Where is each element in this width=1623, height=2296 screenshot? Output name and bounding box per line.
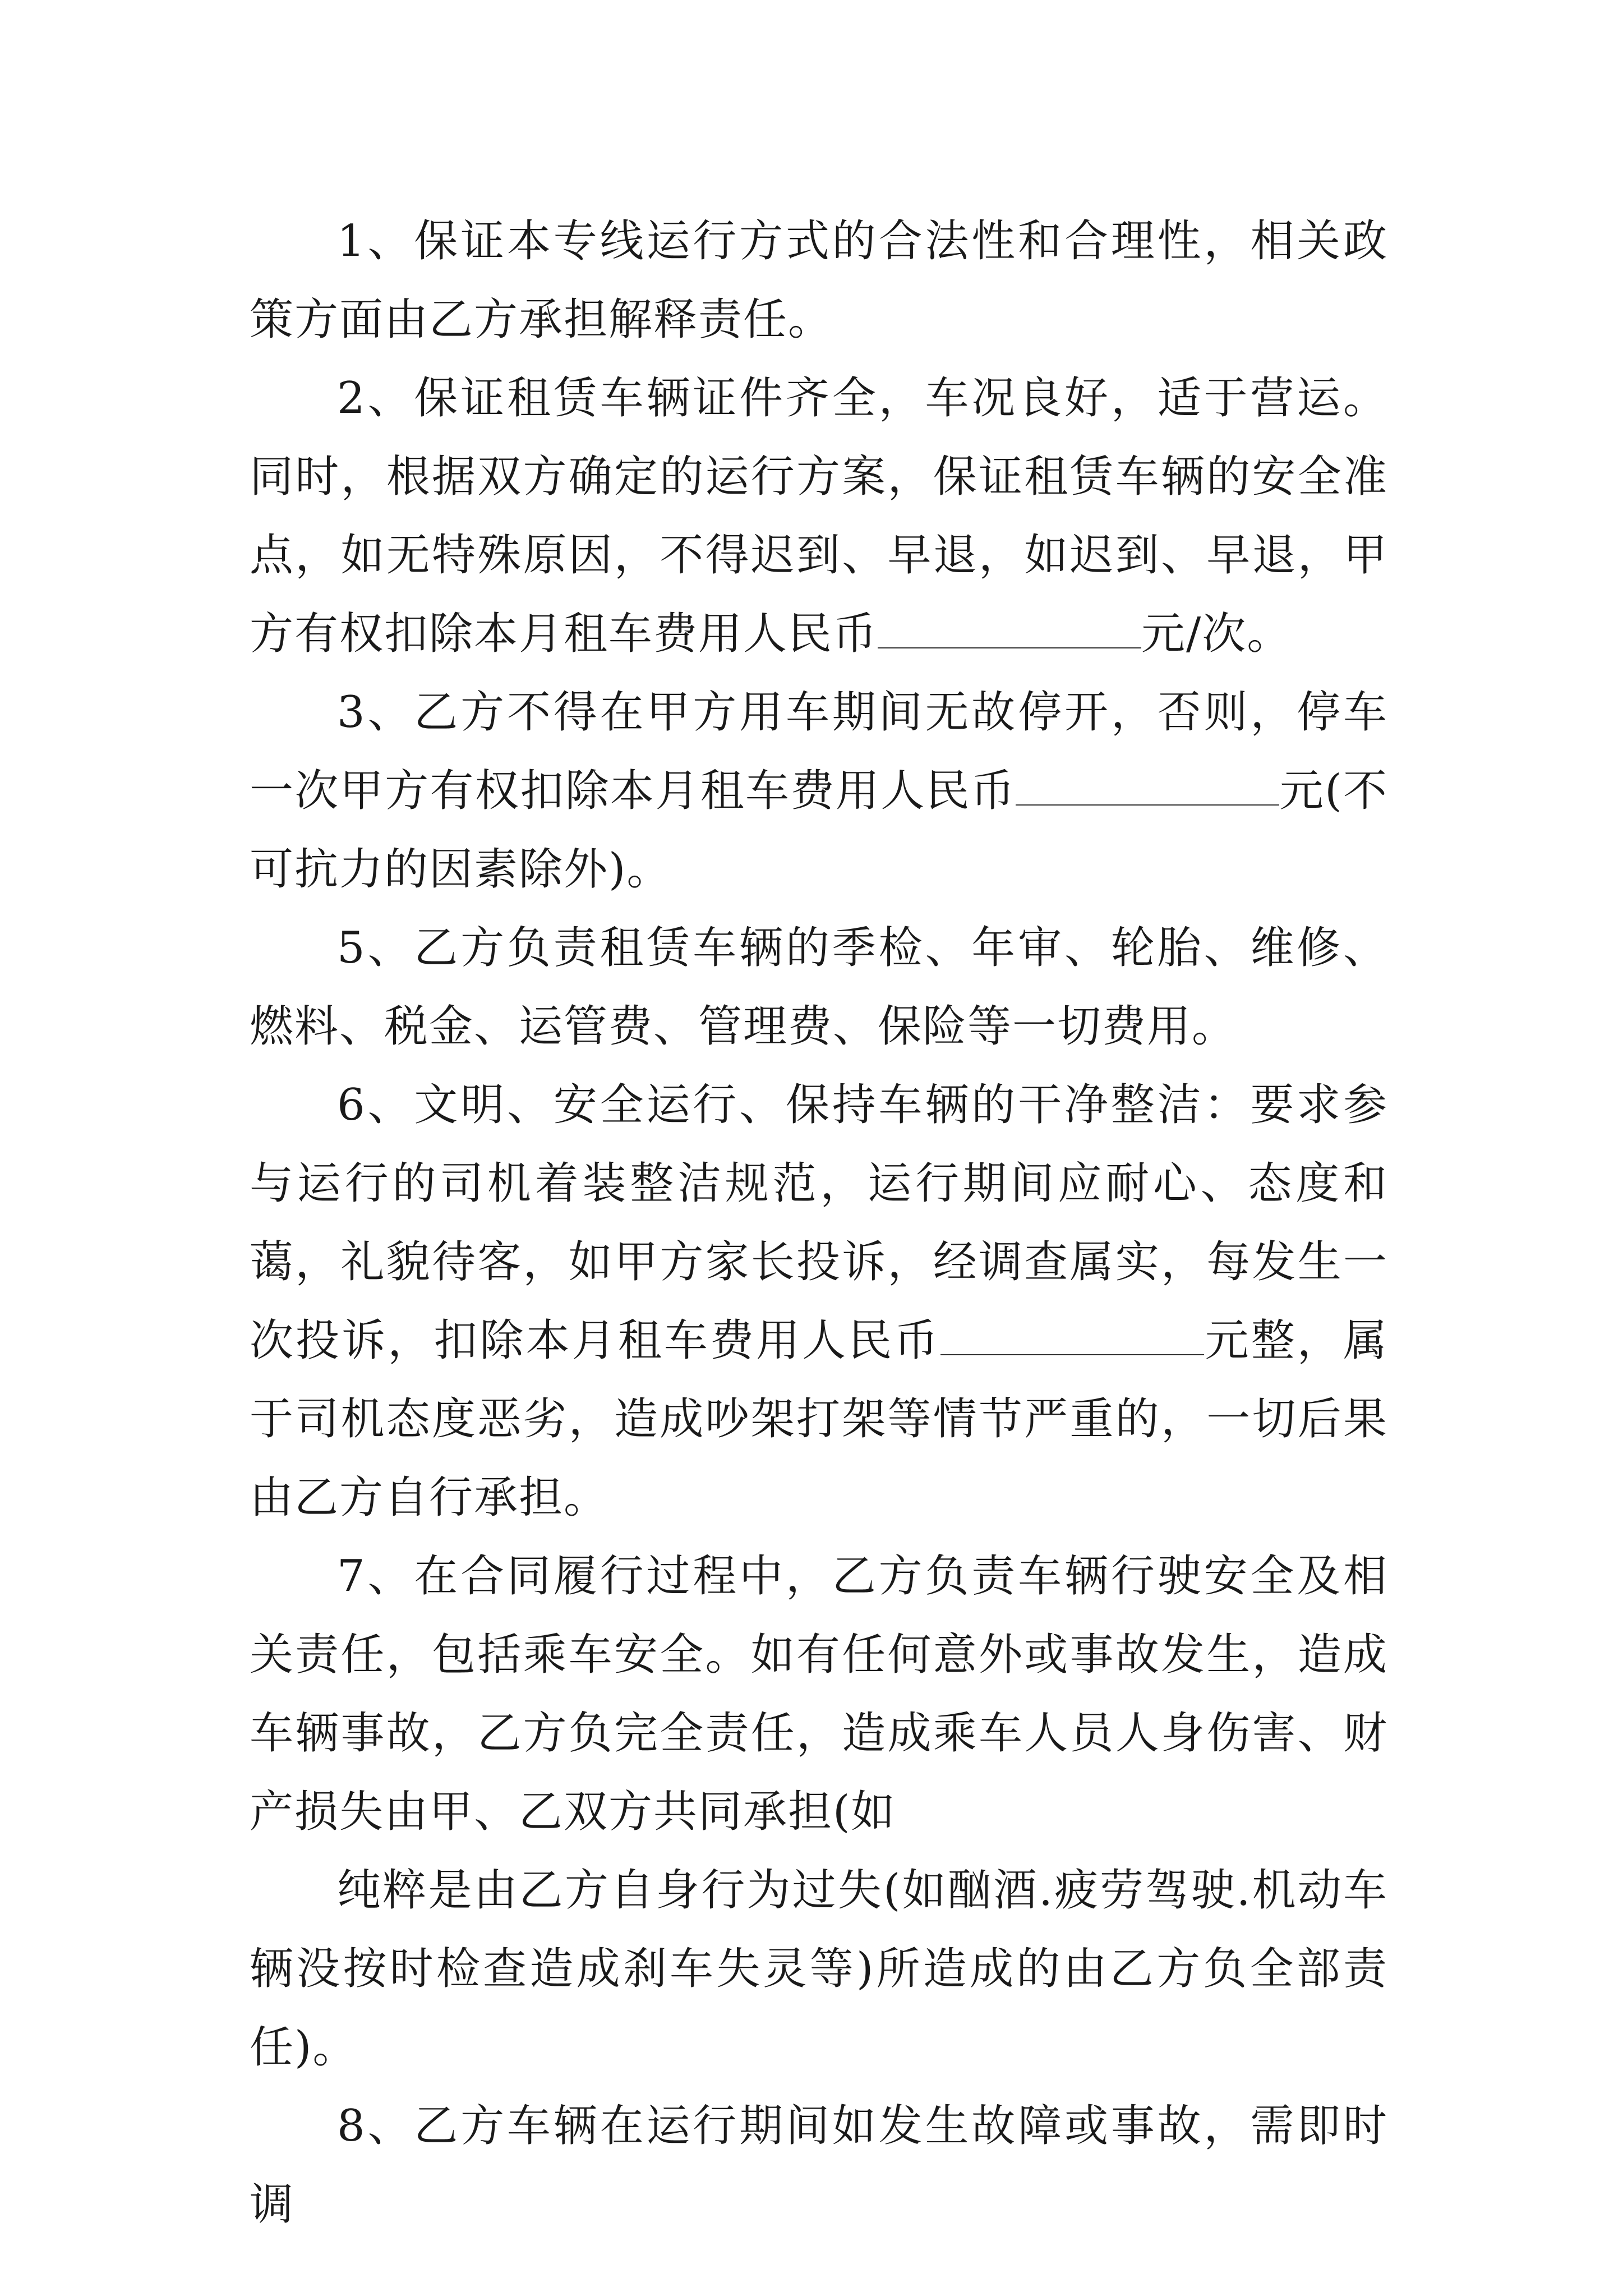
paragraph-6: [250, 1066, 1388, 1537]
paragraph-text: 2、保证租赁车辆证件齐全，车况良好，适于营运。同时，根据双方确定的运行方案，保证租赁车辆的安全准点，如无特殊原因，不得迟到、早退，如迟到、早退，甲方有权扣除本月租车费用人民币: [250, 373, 1388, 659]
paragraph-text: 3、乙方不得在甲方用车期间无故停开，否则，停车一次甲方有权扣除本月租车费用人民币: [250, 687, 1388, 816]
paragraph-text: 7、在合同履行过程中，乙方负责车辆行驶安全及相关责任，包括乘车安全。如有任何意外或事故发生，造成车辆事故，乙方负完全责任，造成乘车人员人身伤害、财产损失由甲、乙双方共同承担(如: [250, 1551, 1388, 1837]
paragraph-text: 纯粹是由乙方自身行为过失(如酗酒.疲劳驾驶.机动车辆没按时检查造成刹车失灵等)所造成的由乙方负全部责任)。: [250, 1865, 1388, 2073]
fill-in-blank: [878, 608, 1141, 648]
fill-in-blank: [940, 1315, 1204, 1355]
paragraph-text: 6、文明、安全运行、保持车辆的干净整洁：要求参与运行的司机着装整洁规范，运行期间应耐心、态度和蔼，礼貌待客，如甲方家长投诉，经调查属实，每发生一次投诉，扣除本月租车费用人民币: [250, 1080, 1388, 1366]
paragraph-8: [250, 2087, 1388, 2244]
paragraph-7: [250, 1537, 1388, 1851]
paragraph-text: 元(不可抗力的因素除外)。: [250, 766, 1388, 895]
paragraph-text: 8、乙方车辆在运行期间如发生故障或事故，需即时调: [250, 2101, 1388, 2230]
paragraph-7-continued: [250, 1851, 1388, 2087]
document-body: [250, 202, 1388, 2244]
paragraph-text: 1、保证本专线运行方式的合法性和合理性，相关政策方面由乙方承担解释责任。: [250, 216, 1388, 345]
fill-in-blank: [1016, 765, 1279, 806]
paragraph-2: [250, 359, 1388, 673]
paragraph-3: [250, 673, 1388, 909]
paragraph-text: 5、乙方负责租赁车辆的季检、年审、轮胎、维修、燃料、税金、运管费、管理费、保险等一切费用。: [250, 923, 1388, 1052]
paragraph-text: 元/次。: [1141, 609, 1292, 659]
paragraph-text: 元整，属于司机态度恶劣，造成吵架打架等情节严重的，一切后果由乙方自行承担。: [250, 1315, 1388, 1523]
paragraph-1: [250, 202, 1388, 359]
paragraph-5: [250, 909, 1388, 1066]
